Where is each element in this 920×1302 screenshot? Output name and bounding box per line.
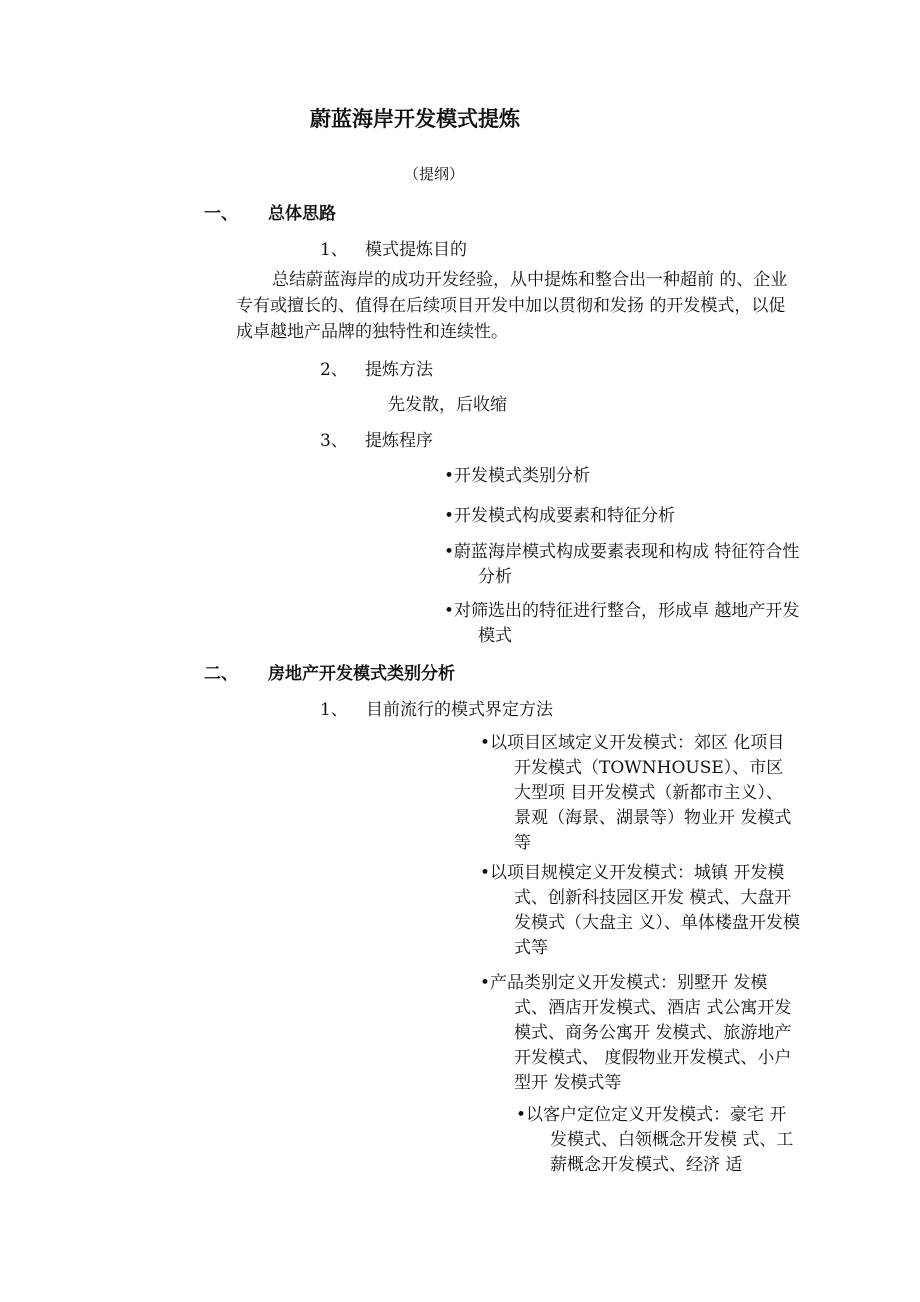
process-bullet: •开发模式类别分析 xyxy=(444,466,591,486)
mode-bullet: •以项目规模定义开发模式：城镇 开发模式、创新科技园区开发 模式、大盘开发模式（大盘主 义）、单体楼盘开发模式等 xyxy=(480,863,800,958)
section-1-number: 一、 xyxy=(204,204,238,224)
document-subtitle: （提纲） xyxy=(404,165,465,183)
section-2-number: 二、 xyxy=(204,664,238,684)
item-1-1-title: 模式提炼目的 xyxy=(365,240,467,260)
mode-bullet: •以项目区域定义开发模式：郊区 化项目开发模式（TOWNHOUSE）、市区大型项 目开发模式（新都市主义）、 景观（海景、湖景等）物业开 发模式等 xyxy=(480,733,792,853)
process-bullet: •开发模式构成要素和特征分析 xyxy=(444,506,676,526)
item-1-2-number: 2、 xyxy=(320,360,348,380)
section-1-title: 总体思路 xyxy=(268,204,336,224)
mode-bullet: •以客户定位定义开发模式：豪宅 开发模式、白领概念开发模 式、工薪概念开发模式、经济 适 xyxy=(516,1105,794,1175)
purpose-paragraph: 总结蔚蓝海岸的成功开发经验，从中提炼和整合出一种超前 的、企业专有或擅长的、值得在后续项目开发中加以贯彻和发扬 的开发模式，以促成卓越地产品牌的独特性和连续性。 xyxy=(236,270,788,342)
item-1-3-title: 提炼程序 xyxy=(365,431,433,451)
process-bullet: •蔚蓝海岸模式构成要素表现和构成 特征符合性分析 xyxy=(444,542,800,587)
process-bullet: •对筛选出的特征进行整合，形成卓 越地产开发模式 xyxy=(444,601,800,646)
item-1-1-number: 1、 xyxy=(320,240,348,260)
item-1-3-number: 3、 xyxy=(320,431,348,451)
item-2-1-title: 目前流行的模式界定方法 xyxy=(366,700,553,720)
document-title: 蔚蓝海岸开发模式提炼 xyxy=(310,107,520,131)
section-2-title: 房地产开发模式类别分析 xyxy=(268,664,455,684)
item-2-1-number: 1、 xyxy=(320,700,348,720)
mode-bullet: •产品类别定义开发模式：别墅开 发模式、酒店开发模式、酒店 式公寓开发模式、商务公寓开 发模式、旅游地产开发模式、 度假物业开发模式、小户型开 发模式等 xyxy=(480,973,792,1093)
method-text: 先发散，后收缩 xyxy=(388,395,507,415)
item-1-2-title: 提炼方法 xyxy=(365,360,433,380)
